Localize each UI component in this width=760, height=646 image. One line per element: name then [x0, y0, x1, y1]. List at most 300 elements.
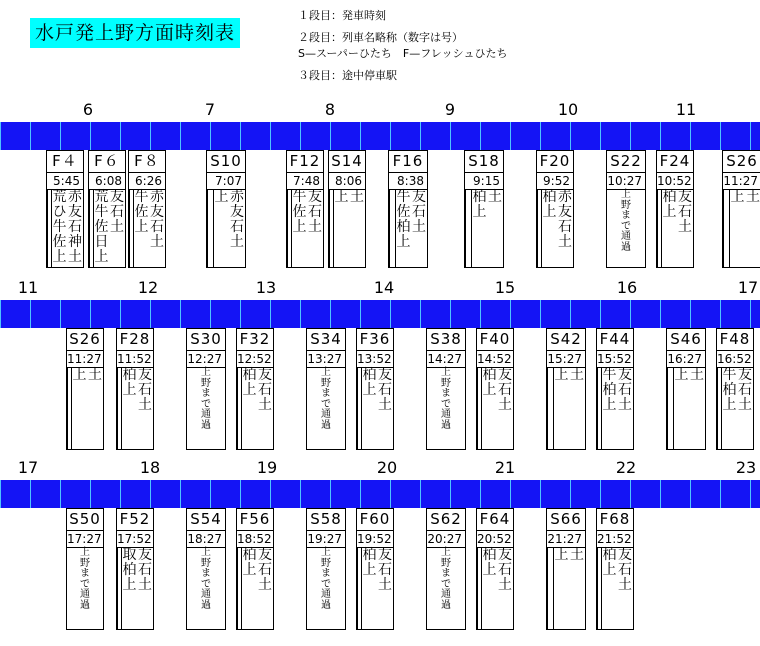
train-name: F64: [477, 509, 513, 531]
train-name: S26: [67, 329, 103, 351]
band-tick: [150, 300, 151, 328]
train-card: [356, 508, 394, 630]
stop-column: 柏 上: [241, 548, 257, 630]
train-card: [186, 508, 226, 630]
departure-time: 16:52: [717, 352, 752, 366]
band-tick: [690, 480, 691, 508]
train-card: [116, 328, 154, 450]
stop-column: 友 石 土: [110, 189, 124, 235]
time-band: [0, 300, 760, 328]
band-tick: [660, 122, 661, 150]
band-tick: [750, 480, 751, 508]
departure-time: 13:52: [357, 352, 392, 366]
departure-time: 18:27: [187, 531, 225, 548]
band-tick: [150, 480, 151, 508]
stop-column: 柏 上: [241, 368, 257, 450]
train-card: [476, 328, 514, 450]
band-tick: [330, 300, 331, 328]
pass-through-note: 上 野 ま で 通 過: [441, 367, 451, 431]
train-card: [116, 508, 154, 630]
departure-time: 6:26: [129, 173, 165, 190]
train-name: F20: [537, 151, 573, 173]
hour-label: 17: [737, 278, 759, 297]
departure-time: 14:52: [477, 352, 512, 366]
stop-list: [607, 190, 645, 268]
band-tick: [690, 122, 691, 150]
band-tick: [540, 122, 541, 150]
train-card: [88, 150, 126, 268]
band-tick: [180, 300, 181, 328]
stop-list: [287, 190, 323, 268]
departure-time: 18:52: [237, 532, 272, 546]
stop-column: 友 石 土: [138, 547, 152, 593]
band-tick: [120, 480, 121, 508]
band-tick: [300, 480, 301, 508]
stop-column: 土: [350, 189, 364, 205]
stop-column: 上: [553, 368, 569, 450]
band-tick: [30, 300, 31, 328]
stop-column: 赤 友 石 土: [150, 189, 164, 250]
train-card: [66, 328, 104, 450]
stop-list: [89, 190, 125, 268]
band-tick: [750, 122, 751, 150]
train-name: F56: [237, 509, 273, 531]
stop-list: [117, 368, 153, 450]
band-tick: [480, 300, 481, 328]
stop-column: 柏 上: [361, 548, 377, 630]
stop-list: [477, 368, 513, 450]
stop-column: 柏 上: [481, 548, 497, 630]
departure-time: 14:27: [427, 351, 465, 368]
train-name: S14: [329, 151, 365, 173]
hour-label: 6: [82, 100, 94, 119]
stop-column: 上: [333, 190, 349, 268]
pass-through-note: 上 野 ま で 通 過: [201, 547, 211, 611]
band-tick: [390, 122, 391, 150]
train-card: [476, 508, 514, 630]
stop-column: 柏 上: [661, 190, 677, 268]
stop-column: 土: [746, 189, 760, 205]
departure-time: 15:52: [597, 352, 632, 366]
band-tick: [300, 122, 301, 150]
band-tick: [90, 480, 91, 508]
stop-list: [357, 548, 393, 630]
stop-column: 柏 上: [121, 368, 137, 450]
train-name: S34: [307, 329, 345, 351]
stop-list: [547, 548, 585, 630]
stop-column: 友 石 土: [258, 367, 272, 413]
band-tick: [240, 480, 241, 508]
stop-list: [329, 190, 365, 268]
band-tick: [90, 122, 91, 150]
band-tick: [420, 300, 421, 328]
departure-time: 20:27: [427, 531, 465, 548]
hour-label: 14: [373, 278, 395, 297]
departure-time: 21:52: [597, 532, 632, 546]
train-card: [716, 328, 754, 450]
departure-time: 20:52: [477, 532, 512, 546]
stop-column: 友 石 土: [498, 367, 512, 413]
hour-label: 22: [615, 458, 637, 477]
band-tick: [360, 480, 361, 508]
stop-list: [307, 548, 345, 630]
stop-column: 友 石 土: [378, 367, 392, 413]
train-card: [306, 508, 346, 630]
train-card: [536, 150, 574, 268]
band-tick: [210, 300, 211, 328]
band-tick: [510, 300, 511, 328]
stop-column: 友 石 土: [678, 189, 692, 235]
departure-time: 10:52: [657, 174, 692, 188]
pass-through-note: 上 野 ま で 通 過: [321, 547, 331, 611]
train-name: F28: [117, 329, 153, 351]
stop-column: 上: [729, 190, 745, 268]
departure-time: 9:52: [537, 173, 573, 190]
band-tick: [420, 480, 421, 508]
stop-list: [307, 368, 345, 450]
train-card: [606, 150, 646, 268]
stop-column: 友 石 土: [308, 189, 322, 235]
stop-column: 牛 柏 上: [721, 368, 737, 450]
hour-label: 18: [139, 458, 161, 477]
band-tick: [30, 122, 31, 150]
stop-list: [187, 548, 225, 630]
time-band: [0, 122, 760, 150]
hour-label: 8: [324, 100, 336, 119]
stop-column: 牛 佐 上: [133, 190, 149, 268]
hour-label: 21: [494, 458, 516, 477]
train-card: [206, 150, 246, 268]
hour-label: 16: [616, 278, 638, 297]
train-name: S62: [427, 509, 465, 531]
band-tick: [60, 122, 61, 150]
stop-column: 上: [213, 190, 229, 268]
departure-time: 5:45: [47, 173, 83, 190]
departure-time: 9:15: [465, 173, 503, 190]
band-tick: [630, 122, 631, 150]
band-tick: [720, 122, 721, 150]
band-tick: [510, 480, 511, 508]
band-tick: [720, 300, 721, 328]
band-tick: [390, 480, 391, 508]
stop-column: 赤 友 石 土: [558, 189, 572, 250]
band-tick: [240, 300, 241, 328]
train-name: F44: [597, 329, 633, 351]
band-tick: [60, 300, 61, 328]
band-tick: [360, 122, 361, 150]
stop-list: [237, 368, 273, 450]
band-tick: [600, 480, 601, 508]
departure-time: 7:48: [287, 173, 323, 190]
band-tick: [480, 480, 481, 508]
stop-column: 上: [673, 368, 689, 450]
band-tick: [450, 300, 451, 328]
stop-column: 柏 上: [471, 190, 487, 268]
stop-column: 牛 佐 上: [291, 190, 307, 268]
pass-through-note: 上 野 ま で 通 過: [80, 547, 90, 611]
legend-line-4: ３段目：途中停車駅: [298, 69, 397, 82]
stop-column: 赤 友 石 神 土: [68, 189, 82, 265]
train-name: F６: [89, 151, 125, 173]
band-tick: [0, 122, 1, 150]
band-tick: [420, 122, 421, 150]
band-tick: [360, 300, 361, 328]
band-tick: [330, 480, 331, 508]
band-tick: [270, 480, 271, 508]
train-card: [722, 150, 760, 268]
stop-column: 友 石 土: [618, 547, 632, 593]
band-tick: [540, 480, 541, 508]
stop-column: 友 石 土: [738, 367, 752, 413]
train-name: F52: [117, 509, 153, 531]
train-name: F４: [47, 151, 83, 173]
band-tick: [210, 122, 211, 150]
stop-column: 土: [690, 367, 704, 383]
train-card: [666, 328, 706, 450]
stop-column: 牛 佐 柏 上: [395, 190, 411, 268]
stop-column: 友 石 土: [618, 367, 632, 413]
stop-list: [427, 368, 465, 450]
stop-column: 土: [88, 367, 102, 383]
departure-time: 11:52: [117, 352, 152, 366]
train-card: [426, 508, 466, 630]
hour-label: 23: [735, 458, 757, 477]
stop-list: [207, 190, 245, 268]
train-card: [356, 328, 394, 450]
stop-column: 柏 上: [601, 548, 617, 630]
stop-column: 友 石 土: [498, 547, 512, 593]
departure-time: 16:27: [667, 351, 705, 368]
train-name: F24: [657, 151, 693, 173]
stop-column: 土: [570, 367, 584, 383]
band-tick: [660, 300, 661, 328]
stop-list: [357, 368, 393, 450]
train-name: F48: [717, 329, 753, 351]
band-tick: [720, 480, 721, 508]
train-card: [306, 328, 346, 450]
stop-column: 友 石 土: [412, 189, 426, 235]
stop-column: 上: [553, 548, 569, 630]
train-card: [656, 150, 694, 268]
stop-column: 友 石 土: [258, 547, 272, 593]
hour-label: 11: [675, 100, 697, 119]
stop-column: 赤 友 石 土: [230, 189, 244, 250]
band-tick: [90, 300, 91, 328]
stop-list: [117, 548, 153, 630]
band-tick: [510, 122, 511, 150]
band-tick: [150, 122, 151, 150]
band-tick: [330, 122, 331, 150]
train-name: S54: [187, 509, 225, 531]
train-name: S22: [607, 151, 645, 173]
page-title: 水戸発上野方面時刻表: [30, 18, 240, 48]
band-tick: [480, 122, 481, 150]
band-tick: [540, 300, 541, 328]
band-tick: [630, 300, 631, 328]
train-card: [464, 150, 504, 268]
band-tick: [600, 300, 601, 328]
stop-list: [537, 190, 573, 268]
train-name: F８: [129, 151, 165, 173]
train-name: S50: [67, 509, 103, 531]
band-tick: [660, 480, 661, 508]
train-card: [596, 508, 634, 630]
stop-list: [597, 548, 633, 630]
stop-column: 土: [488, 189, 502, 205]
stop-column: 荒 牛 佐 日 上: [93, 190, 109, 268]
time-band: [0, 480, 760, 508]
departure-time: 12:52: [237, 352, 272, 366]
train-card: [236, 508, 274, 630]
train-name: S46: [667, 329, 705, 351]
pass-through-note: 上 野 ま で 通 過: [441, 547, 451, 611]
train-name: S38: [427, 329, 465, 351]
train-name: S58: [307, 509, 345, 531]
stop-list: [47, 190, 83, 268]
stop-list: [187, 368, 225, 450]
departure-time: 10:27: [607, 173, 645, 190]
band-tick: [690, 300, 691, 328]
hour-label: 19: [256, 458, 278, 477]
hour-label: 13: [255, 278, 277, 297]
train-card: [426, 328, 466, 450]
departure-time: 17:27: [67, 532, 102, 546]
legend-line-3: S—スーパーひたち F—フレッシュひたち: [298, 47, 508, 60]
train-card: [546, 328, 586, 450]
stop-list: [477, 548, 513, 630]
train-card: [66, 508, 104, 630]
hour-label: 15: [494, 278, 516, 297]
band-tick: [180, 480, 181, 508]
train-name: S30: [187, 329, 225, 351]
departure-time: 19:27: [307, 531, 345, 548]
train-card: [546, 508, 586, 630]
stop-list: [667, 368, 705, 450]
train-card: [128, 150, 166, 268]
train-card: [236, 328, 274, 450]
band-tick: [270, 300, 271, 328]
band-tick: [0, 480, 1, 508]
departure-time: 8:38: [389, 173, 427, 190]
band-tick: [300, 300, 301, 328]
hour-label: 9: [444, 100, 456, 119]
stop-column: 牛 柏 上: [601, 368, 617, 450]
band-tick: [450, 122, 451, 150]
stop-list: [67, 368, 103, 450]
band-tick: [120, 122, 121, 150]
train-name: F60: [357, 509, 393, 531]
band-tick: [0, 300, 1, 328]
pass-through-note: 上 野 ま で 通 過: [321, 367, 331, 431]
train-name: F32: [237, 329, 273, 351]
stop-column: 友 石 土: [138, 367, 152, 413]
stop-list: [723, 190, 760, 268]
departure-time: 6:08: [89, 173, 125, 190]
train-card: [186, 328, 226, 450]
hour-label: 17: [17, 458, 39, 477]
departure-time: 19:52: [357, 532, 392, 546]
hour-label: 11: [17, 278, 39, 297]
train-name: F68: [597, 509, 633, 531]
departure-time: 13:27: [307, 351, 345, 368]
train-card: [46, 150, 84, 268]
stop-list: [427, 548, 465, 630]
band-tick: [120, 300, 121, 328]
band-tick: [210, 480, 211, 508]
stop-list: [237, 548, 273, 630]
train-name: F16: [389, 151, 427, 173]
train-card: [286, 150, 324, 268]
band-tick: [30, 480, 31, 508]
hour-label: 7: [204, 100, 216, 119]
train-name: S66: [547, 509, 585, 531]
stop-column: 柏 上: [481, 368, 497, 450]
pass-through-note: 上 野 ま で 通 過: [621, 189, 631, 253]
band-tick: [60, 480, 61, 508]
train-name: F40: [477, 329, 513, 351]
stop-list: [129, 190, 165, 268]
stop-list: [547, 368, 585, 450]
train-name: S10: [207, 151, 245, 173]
departure-time: 11:27: [723, 173, 760, 190]
band-tick: [570, 122, 571, 150]
band-tick: [630, 480, 631, 508]
legend-line-2: ２段目：列車名略称（数字は号）: [298, 31, 463, 44]
band-tick: [600, 122, 601, 150]
band-tick: [180, 122, 181, 150]
pass-through-note: 上 野 ま で 通 過: [201, 367, 211, 431]
train-name: S42: [547, 329, 585, 351]
departure-time: 11:27: [67, 352, 102, 366]
train-card: [388, 150, 428, 268]
departure-time: 21:27: [547, 531, 585, 548]
stop-column: 柏 上: [541, 190, 557, 268]
stop-column: 取 柏 上: [121, 548, 137, 630]
train-name: F12: [287, 151, 323, 173]
band-tick: [570, 480, 571, 508]
train-name: S26: [723, 151, 760, 173]
legend: [298, 8, 507, 84]
stop-list: [657, 190, 693, 268]
stop-list: [389, 190, 427, 268]
stop-column: 荒 ひ 牛 佐 上: [51, 190, 67, 268]
train-name: S18: [465, 151, 503, 173]
band-tick: [750, 300, 751, 328]
train-card: [596, 328, 634, 450]
train-name: F36: [357, 329, 393, 351]
departure-time: 12:27: [187, 351, 225, 368]
stop-list: [67, 548, 103, 630]
departure-time: 15:27: [547, 351, 585, 368]
stop-list: [465, 190, 503, 268]
departure-time: 7:07: [207, 173, 245, 190]
band-tick: [270, 122, 271, 150]
band-tick: [450, 480, 451, 508]
hour-label: 20: [376, 458, 398, 477]
departure-time: 8:06: [329, 173, 365, 190]
band-tick: [240, 122, 241, 150]
stop-column: 土: [570, 547, 584, 563]
band-tick: [390, 300, 391, 328]
hour-label: 12: [137, 278, 159, 297]
hour-label: 10: [557, 100, 579, 119]
train-card: [328, 150, 366, 268]
stop-column: 柏 上: [361, 368, 377, 450]
stop-column: 上: [71, 368, 87, 450]
legend-line-1: １段目：発車時刻: [298, 9, 386, 22]
band-tick: [570, 300, 571, 328]
stop-list: [717, 368, 753, 450]
